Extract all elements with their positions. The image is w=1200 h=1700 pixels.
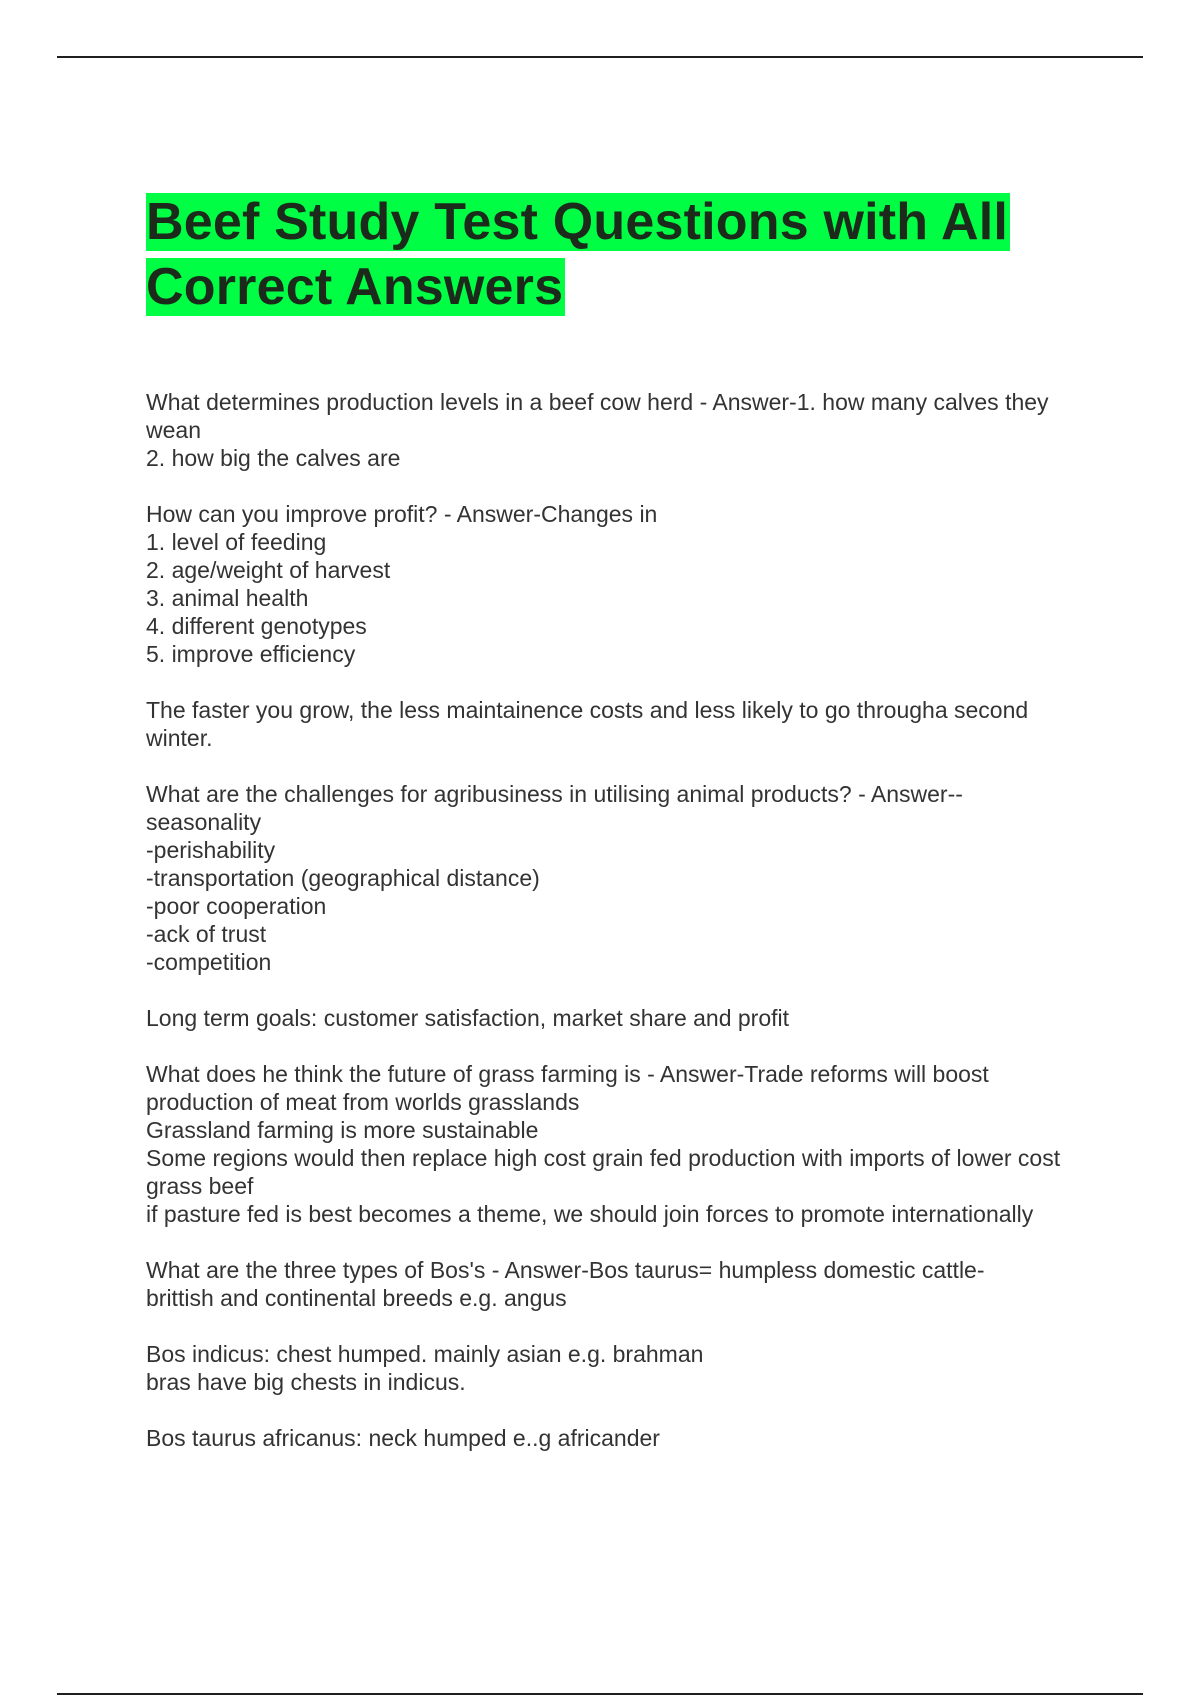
qa-paragraph: Bos indicus: chest humped. mainly asian e.g. brahman bras have big chests in indicus. <box>146 1341 704 1395</box>
top-rule <box>57 56 1143 58</box>
qa-list <box>146 388 1086 1452</box>
qa-paragraph: What does he think the future of grass farming is - Answer-Trade reforms will boost production of meat from worlds grasslands Grassland farming is more sustainable Some regions would then replace high cost grain fed production with imports of lower cost grass beef if pasture fed is best becomes a theme, we should join forces to promote internationally <box>146 1061 1061 1227</box>
qa-paragraph: The faster you grow, the less maintainence costs and less likely to go througha second winter. <box>146 697 1029 751</box>
qa-paragraph: How can you improve profit? - Answer-Changes in 1. level of feeding 2. age/weight of harvest 3. animal health 4. different genotypes 5. improve efficiency <box>146 501 658 667</box>
document-body <box>146 190 1086 1480</box>
qa-paragraph: What are the challenges for agribusiness in utilising animal products? - Answer-- seasonality -perishability -transportation (geographical distance) -poor cooperation -ack of trust -competition <box>146 781 963 975</box>
qa-paragraph: Long term goals: customer satisfaction, market share and profit <box>146 1005 790 1031</box>
qa-paragraph: What are the three types of Bos's - Answer-Bos taurus= humpless domestic cattle- brittish and continental breeds e.g. angus <box>146 1257 985 1311</box>
bottom-rule <box>57 1693 1143 1695</box>
qa-paragraph: Bos taurus africanus: neck humped e..g africander <box>146 1425 660 1451</box>
title-highlight: Beef Study Test Questions with All Correct Answers <box>146 193 1009 316</box>
qa-paragraph: What determines production levels in a beef cow herd - Answer-1. how many calves they wean 2. how big the calves are <box>146 389 1049 471</box>
document-title <box>146 190 1086 320</box>
